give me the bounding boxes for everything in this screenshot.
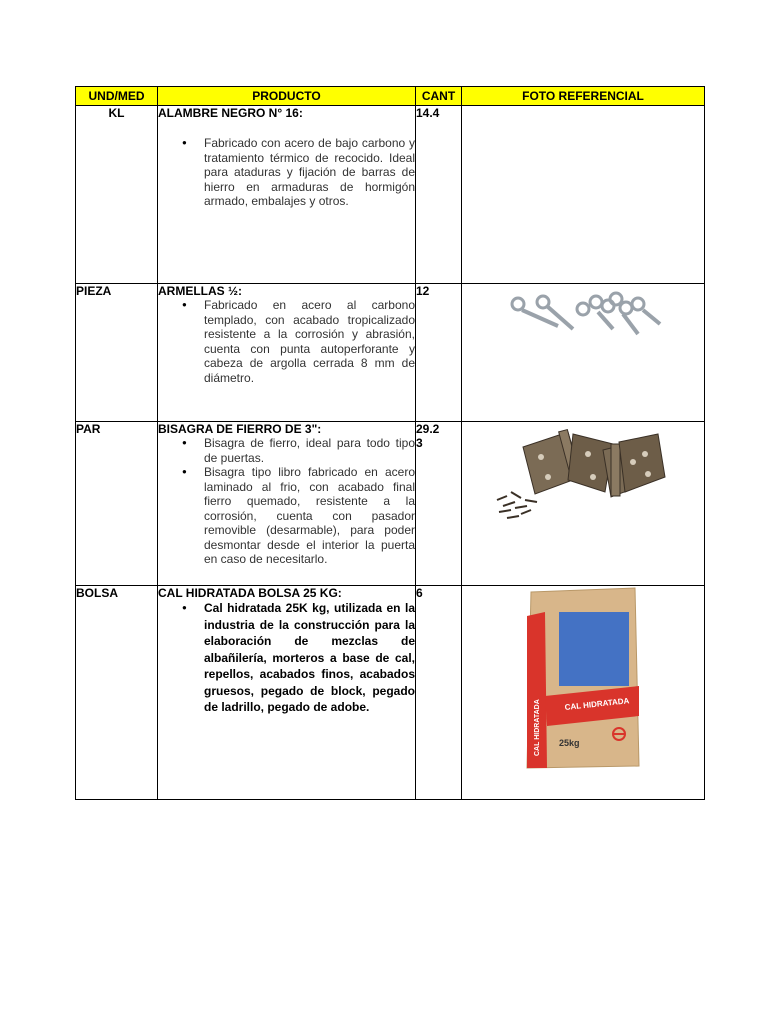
cant-cell: 12 [416, 284, 462, 422]
table-row [76, 106, 705, 284]
product-table [75, 86, 705, 800]
product-cell [158, 284, 416, 422]
list-item: ● Bisagra tipo libro fabricado en acero laminado al frio, con acabado final fierro quemado, resistente a la corrosión, cuenta con pasador removible (desarmable), para poder desmontar desde el interior la puerta en caso de necesitarlo. [204, 465, 415, 567]
product-description [158, 136, 415, 209]
product-description [158, 298, 415, 385]
eye-screws-image [498, 284, 668, 344]
product-title: BISAGRA DE FIERRO DE 3": [158, 422, 322, 436]
product-cell [158, 422, 416, 586]
header-foto: FOTO REFERENCIAL [462, 87, 705, 106]
lime-bag-image [523, 586, 643, 772]
product-title: CAL HIDRATADA BOLSA 25 KG: [158, 586, 342, 600]
photo-cell [462, 284, 705, 422]
header-producto: PRODUCTO [158, 87, 416, 106]
header-cant: CANT [416, 87, 462, 106]
hinges-image [493, 422, 673, 532]
bag-weight: 25kg [559, 738, 580, 748]
product-cell [158, 106, 416, 284]
product-cell [158, 586, 416, 800]
und-cell: PAR [76, 422, 158, 586]
product-description [158, 436, 415, 567]
cant-cell: 6 [416, 586, 462, 800]
und-cell: BOLSA [76, 586, 158, 800]
product-title: ALAMBRE NEGRO N° 16: [158, 106, 303, 120]
und-cell: PIEZA [76, 284, 158, 422]
cant-cell: 29.2 3 [416, 422, 462, 586]
product-title: ARMELLAS ½: [158, 284, 242, 298]
list-item: ● Bisagra de fierro, ideal para todo tipo de puertas. [204, 436, 415, 465]
table-header-row [76, 87, 705, 106]
list-item: ● Cal hidratada 25K kg, utilizada en la industria de la construcción para la elaboración de mezclas de albañilería, morteros a base de cal, repellos, acabados finos, acabados gruesos, pegado de block, pegado de ladrillo, pegado de adobe. [204, 600, 415, 716]
cant-cell: 14.4 [416, 106, 462, 284]
photo-cell [462, 586, 705, 800]
photo-cell [462, 422, 705, 586]
header-und: UND/MED [76, 87, 158, 106]
photo-cell [462, 106, 705, 284]
product-description [158, 600, 415, 716]
table-row [76, 422, 705, 586]
bag-label: CAL HIDRATADA [564, 696, 630, 712]
list-item: ● Fabricado en acero al carbono templado, con acabado tropicalizado resistente a la corrosión y abrasión, cuenta con punta autoperforante y cabeza de argolla cerrada 8 mm de diámetro. [204, 298, 415, 385]
und-cell: KL [76, 106, 158, 284]
list-item: ● Fabricado con acero de bajo carbono y tratamiento térmico de recocido. Ideal para ataduras y fijación de barras de hierro en armaduras de hormigón armado, embalajes y otros. [204, 136, 415, 209]
table-row [76, 284, 705, 422]
bag-side-label: CAL HIDRATADA [534, 699, 541, 756]
table-row [76, 586, 705, 800]
